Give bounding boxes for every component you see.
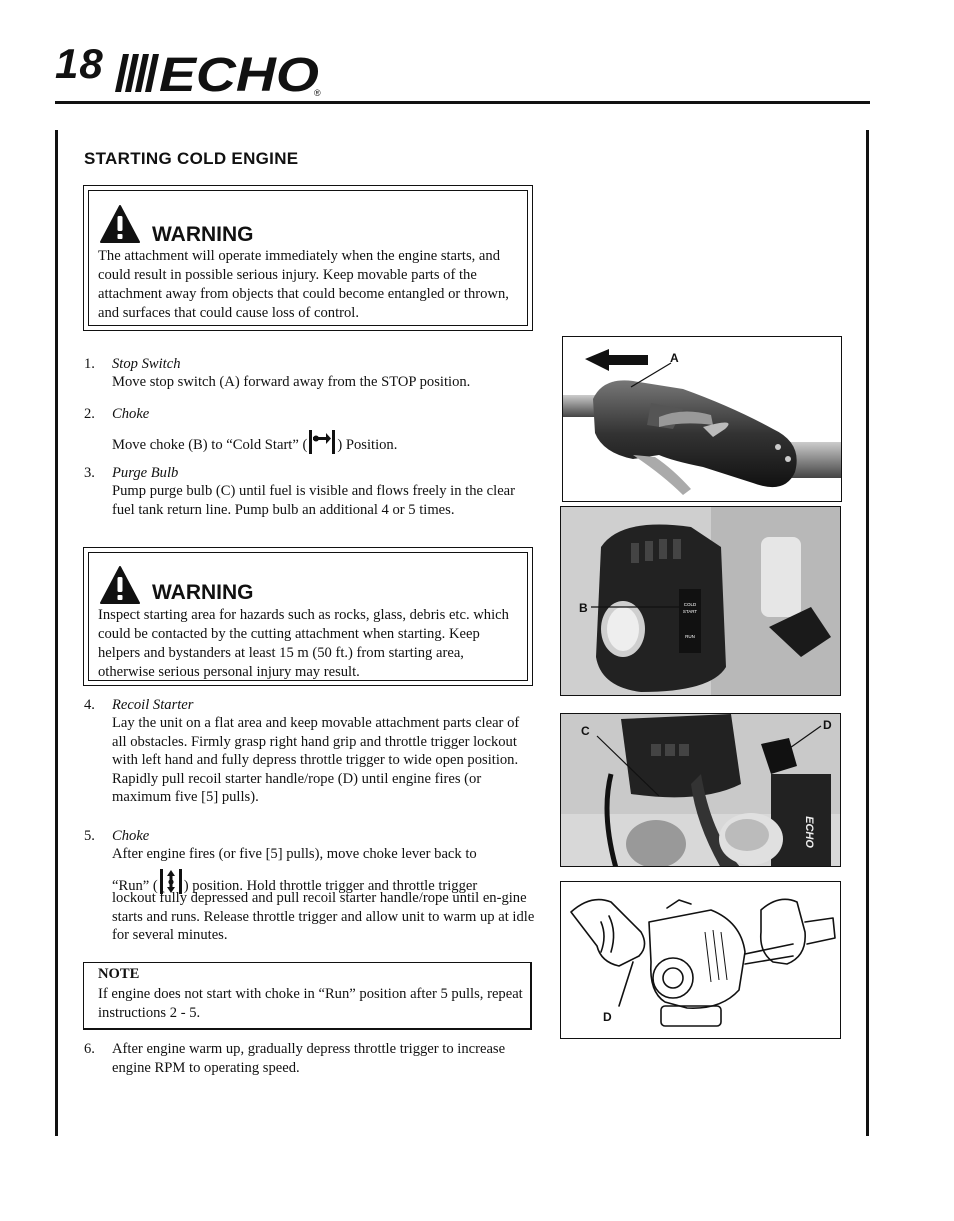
step-body-rest: lockout fully depressed and pull recoil starter handle/rope until en-gine starts and runs. Release throttle trigger and allow unit to warm up at idle for several minutes.: [112, 890, 535, 944]
figure-choke: [560, 506, 841, 696]
warning-box-1: [83, 185, 533, 331]
note-text: If engine does not start with choke in “Run” position after 5 pulls, repeat instructions 2 - 5.: [98, 986, 523, 1021]
figure-stop-switch: [562, 336, 842, 502]
step-title: Recoil Starter: [112, 697, 194, 713]
warning-triangle-icon: [99, 565, 141, 605]
warning-heading: WARNING: [152, 581, 254, 604]
registered-mark: ®: [314, 88, 321, 98]
step-body: [112, 429, 537, 455]
step-title: Stop Switch: [112, 356, 181, 372]
step-body-text: ) position. Hold throttle trigger and throttle trigger: [183, 878, 478, 894]
step-body: Lay the unit on a flat area and keep movable attachment parts clear of all obstacles. Firmly grasp right hand grip and throttle trigger lockout with left hand and fully depress throttle trigger to wide open position. Rapidly pull recoil starter handle/rope (D) until engine fires (or maximum five [5] pulls).: [112, 715, 520, 806]
warning-triangle-icon: [99, 204, 141, 244]
handle-illustration: [563, 337, 842, 502]
step-3: [84, 464, 544, 524]
step-title: Choke: [112, 828, 150, 844]
step-number: 6.: [84, 1041, 95, 1057]
choke-decal: COLD START RUN: [682, 602, 698, 639]
step-body-text: Move choke (B) to “Cold Start” (: [112, 437, 308, 453]
step-number: 3.: [84, 465, 95, 481]
step-body-text: “Run” (: [112, 878, 158, 894]
engine-echo-decal: ECHO: [802, 816, 815, 848]
step-2: [84, 405, 544, 455]
step-title: Choke: [112, 406, 150, 422]
step-5: [84, 827, 544, 952]
left-margin-rule: [55, 130, 58, 1136]
step-1: [84, 355, 544, 395]
figure-label-c: C: [581, 724, 590, 738]
figure-recoil-start: [560, 881, 841, 1039]
figure-label-a: A: [670, 351, 679, 365]
purge-bulb-illustration: [561, 714, 841, 867]
logo-wordmark: ECHO: [159, 49, 319, 98]
engine-cover-illustration: [561, 507, 841, 696]
echo-logo: [113, 48, 328, 98]
step-body: After engine warm up, gradually depress throttle trigger to increase engine RPM to operating speed.: [112, 1041, 506, 1076]
step-4: [84, 696, 544, 811]
step-number: 1.: [84, 356, 95, 372]
choke-cold-start-icon: [307, 429, 337, 455]
note-box: [83, 962, 532, 1030]
figure-label-d: D: [823, 718, 832, 732]
figure-label-b: B: [579, 601, 588, 615]
right-margin-rule: [866, 130, 869, 1136]
header-rule: [55, 101, 870, 104]
step-number: 4.: [84, 697, 95, 713]
warning-box-2: [83, 547, 533, 686]
step-number: 5.: [84, 828, 95, 844]
step-body-text: ) Position.: [337, 437, 398, 453]
section-title: STARTING COLD ENGINE: [84, 149, 299, 168]
warning-text: The attachment will operate immediately when the engine starts, and could result in possible serious injury. Keep movable parts of the attachment away from objects that could become entangled or thrown, and surfaces that could cause loss of control.: [98, 248, 509, 321]
page-number: 18: [55, 40, 104, 87]
note-heading: NOTE: [98, 966, 140, 982]
step-title: Purge Bulb: [112, 465, 179, 481]
step-body: Pump purge bulb (C) until fuel is visible and flows freely in the clear fuel tank return line. Pump bulb an additional 4 or 5 times.: [112, 483, 516, 518]
step-body: Move stop switch (A) forward away from the STOP position.: [112, 374, 471, 390]
step-number: 2.: [84, 406, 95, 422]
figure-purge-bulb: [560, 713, 841, 867]
warning-text: Inspect starting area for hazards such as rocks, glass, debris etc. which could be contacted by the cutting attachment when starting. Keep helpers and bystanders at least 15 m (50 ft.) from starting area, otherwise serious personal injury may result.: [98, 607, 509, 680]
warning-heading: WARNING: [152, 223, 254, 246]
step-6: [84, 1040, 544, 1080]
step-body-line1: After engine fires (or five [5] pulls), move choke lever back to: [112, 846, 477, 862]
figure-label-d: D: [603, 1010, 612, 1024]
